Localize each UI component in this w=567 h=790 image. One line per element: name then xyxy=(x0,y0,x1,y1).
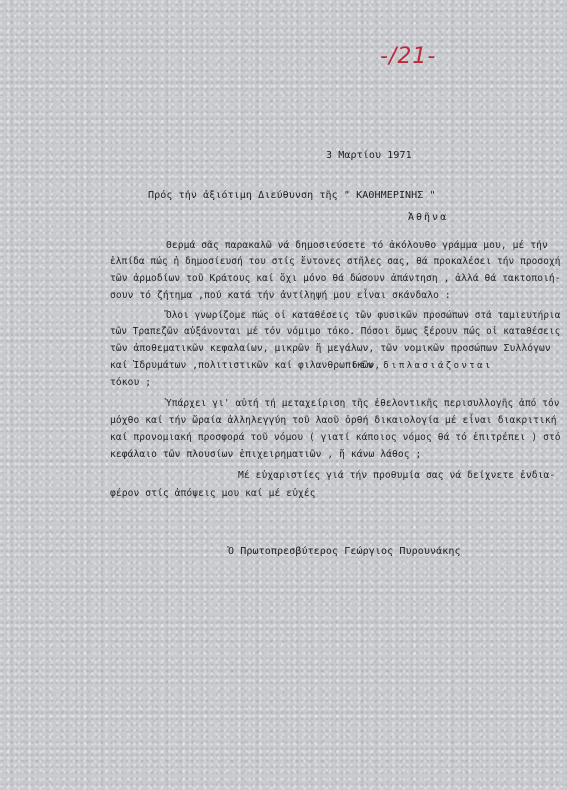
paragraph-4-line-2: φέρον στίς ἀπόψεις μου καί μέ εὐχές xyxy=(110,488,316,499)
recipient-city: Ἀθῆνα xyxy=(408,212,449,223)
page-number: -/21- xyxy=(380,44,437,69)
paragraph-2-line-2: τῶν Τραπεζῶν αὐξάνονται μέ τόν νόμιμο τόκο. Πόσοι ὅμως ξέρουν πώς οἱ καταθέσεις xyxy=(110,326,561,337)
paragraph-2-line-4b: δέν διπλασιάζονται xyxy=(352,361,493,371)
paragraph-2-line-1: Ὅλοι γνωρίζομε πώς οἱ καταθέσεις τῶν φυσικῶν προσώπων στά ταμιευτήρια xyxy=(166,310,561,321)
letter-date: 3 Μαρτίου 1971 xyxy=(326,150,412,161)
recipient-line: Πρός τήν ἀξιότιμη Διεύθυνση τῆς " ΚΑΘΗΜΕΡΙΝΗΣ " xyxy=(148,190,436,201)
paragraph-3-line-2: μόχθο καί τήν ὥραία ἀλληλεγγύη τοῦ λαοῦ ὀρθή δικαιολογία μέ εἶναι διακριτική xyxy=(110,415,557,426)
signature-line: Ὁ Πρωτοπρεσβύτερος Γεώργιος Πυρουνάκης xyxy=(228,546,461,557)
paragraph-1-line-2: ἐλπίδα πώς ἡ δημοσίευσή του στίς ἔντονες στῆλες σας, θά προκαλέσει τήν προσοχή xyxy=(110,256,561,267)
paragraph-2-line-4a: καί Ἱδρυμάτων ,πολιτιστικῶν καί φιλανθρωπικῶν, xyxy=(110,360,381,371)
paragraph-3-line-1: Ὑπάρχει γι' αὐτή τή μεταχείριση τῆς ἐθελοντικῆς περισυλλογῆς ἀπό τόν xyxy=(166,398,560,409)
paragraph-3-line-3: καί προνομιακή προσφορά τοῦ νόμου ( γιατί κάποιος νόμος θά τό ἐπιτρέπει ) στό xyxy=(110,432,561,443)
paragraph-4-line-1: Μέ εὐχαριστίες γιά τήν προθυμία σας νά δείχνετε ἐνδια- xyxy=(238,470,556,481)
paragraph-2-line-5: τόκου ; xyxy=(110,377,152,388)
paragraph-1-line-4: σουν τό ζήτημα ,πού κατά τήν ἀντίληψή μου εἶναι σκάνδαλο : xyxy=(110,290,451,301)
paragraph-1-line-1: Θερμά σᾶς παρακαλῶ νά δημοσιεύσετε τό ἀκόλουθο γράμμα μου, μέ τήν xyxy=(166,240,548,251)
paragraph-1-line-3: τῶν ἁρμοδίων τοῦ Κράτους καί ὄχι μόνο θά δώσουν ἀπάντηση , ἀλλά θά τακτοποιή- xyxy=(110,273,561,284)
paragraph-3-line-4: κεφάλαιο τῶν πλουσίων ἐπιχειρηματιῶν , ἤ κάνω λάθος ; xyxy=(110,449,422,460)
paragraph-2-line-3: τῶν ἀποθεματικῶν κεφαλαίων, μικρῶν ἤ μεγάλων, τῶν νομικῶν προσώπων Συλλόγων xyxy=(110,343,551,354)
